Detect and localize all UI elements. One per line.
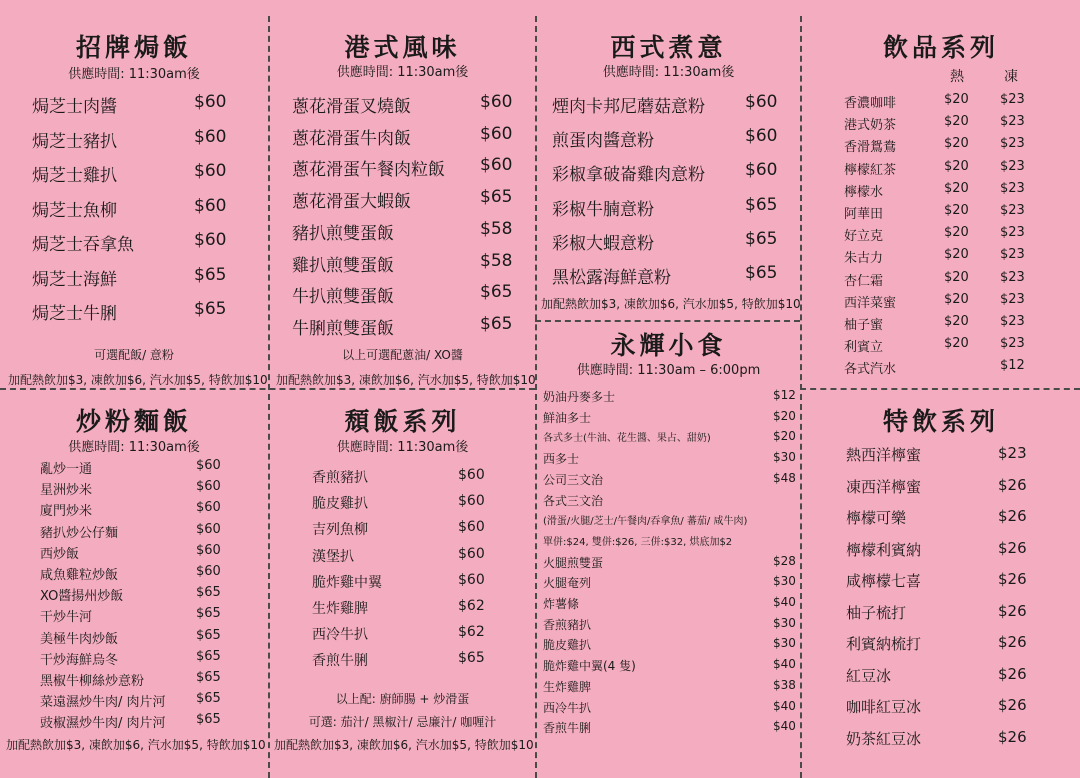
item-name: 西冷牛扒 <box>312 627 368 644</box>
item-name: 牛脷煎雙蛋飯 <box>292 318 394 339</box>
item-price-hot: $20 <box>944 114 969 130</box>
section-drinks <box>802 0 1080 388</box>
item-price: $62 <box>458 598 485 614</box>
item-name: 公司三文治 <box>543 472 604 487</box>
item-name: 豬扒炒公仔麵 <box>40 525 119 541</box>
service-hours: 供應時間: 11:30am後 <box>336 440 469 455</box>
item-price: $65 <box>745 228 778 249</box>
item-name: 豬扒煎雙蛋飯 <box>292 223 394 244</box>
cold-label: 凍 <box>1004 69 1018 85</box>
item-name: 黑椒牛柳絲炒意粉 <box>40 674 145 689</box>
item-name: 焗芝士牛脷 <box>32 304 117 324</box>
item-name: 檸檬紅茶 <box>844 162 897 178</box>
item-name: 焗芝士魚柳 <box>32 200 117 221</box>
item-name: 紅豆冰 <box>846 666 892 685</box>
item-name: 星洲炒米 <box>40 483 93 499</box>
item-name: 凍西洋檸蜜 <box>846 477 922 496</box>
item-name: 咖啡紅豆冰 <box>846 698 922 716</box>
item-name: 阿華田 <box>844 207 884 222</box>
item-price: $65 <box>480 187 513 208</box>
item-name: 牛扒煎雙蛋飯 <box>292 287 394 308</box>
item-name: 雞扒煎雙蛋飯 <box>292 255 394 276</box>
item-price: $58 <box>480 218 513 239</box>
item-name: 咸檸檬七喜 <box>846 572 922 590</box>
item-price: $28 <box>773 553 796 568</box>
item-name: 焗芝士吞拿魚 <box>32 235 134 255</box>
item-name: 好立克 <box>844 229 884 245</box>
item-price: $60 <box>458 545 485 562</box>
item-price-hot: $20 <box>944 269 969 285</box>
item-name: 檸檬水 <box>844 184 884 200</box>
section-plates <box>270 390 535 778</box>
menu-footer: 加配熱飲加$3, 凍飲加$6, 汽水加$5, 特飲加$10 <box>6 738 266 752</box>
item-price: $58 <box>480 250 513 271</box>
item-name: 各式汽水 <box>844 362 897 378</box>
menu-note: 以上可選配蔥油/ XO醬 <box>342 348 463 362</box>
item-name: 脆炸雞中翼(4 隻) <box>543 659 636 674</box>
item-name: 脆皮雞扒 <box>312 496 368 513</box>
item-name: 檸檬利賓納 <box>846 540 922 559</box>
item-price: $30 <box>773 636 796 651</box>
item-name: 彩椒拿破崙雞肉意粉 <box>552 165 705 186</box>
item-price: $65 <box>196 670 221 685</box>
section-fried-noodles-rice <box>0 390 268 778</box>
service-hours: 供應時間: 11:30am – 6:00pm <box>576 363 761 378</box>
item-price-cold: $23 <box>1000 225 1025 241</box>
item-price: $60 <box>458 467 485 483</box>
item-name: 火腿奄列 <box>543 576 592 591</box>
item-name: 豉椒濕炒牛肉/ 肉片河 <box>40 716 166 732</box>
item-name: 蔥花滑蛋午餐肉粒飯 <box>292 160 445 181</box>
item-price: $60 <box>458 519 485 536</box>
item-price: $60 <box>194 126 227 147</box>
section-western <box>537 0 800 320</box>
item-name: 煎蛋肉醬意粉 <box>552 131 654 152</box>
item-name: 火腿煎雙蛋 <box>543 555 604 570</box>
item-price: $60 <box>194 195 227 216</box>
item-name: 利賓立 <box>844 340 884 356</box>
section-title: 招牌焗飯 <box>75 33 192 62</box>
item-name: 奶油丹麥多士 <box>543 390 616 404</box>
item-price: $60 <box>745 92 778 112</box>
item-price: $48 <box>773 470 796 485</box>
item-price: $62 <box>458 624 485 641</box>
section-snacks <box>537 322 800 778</box>
item-name: 生炸雞脾 <box>543 679 592 694</box>
item-price: $60 <box>480 123 513 144</box>
item-price: $60 <box>196 521 221 537</box>
item-price-hot: $20 <box>944 136 969 152</box>
item-name: 蔥花滑蛋牛肉飯 <box>292 128 411 149</box>
item-price: $20 <box>773 429 796 444</box>
item-price: $65 <box>480 313 513 334</box>
item-name: 杏仁霜 <box>844 273 884 289</box>
item-name: 香濃咖啡 <box>844 96 897 111</box>
item-price-cold: $23 <box>1000 158 1025 174</box>
item-name: 各式三文治 <box>543 493 604 508</box>
item-price: $26 <box>998 475 1027 494</box>
item-price: $60 <box>458 493 485 510</box>
item-price-cold: $23 <box>1000 180 1025 196</box>
item-price: $30 <box>773 615 796 630</box>
item-name: 焗芝士肉醬 <box>32 97 117 117</box>
item-name: 鮮油多士 <box>543 410 592 425</box>
item-price-cold: $23 <box>1000 314 1025 329</box>
item-name: 咸魚雞粒炒飯 <box>40 568 119 583</box>
menu-footer: 加配熱飲加$3, 凍飲加$6, 汽水加$5, 特飲加$10 <box>8 373 268 387</box>
item-name: 菜遠濕炒牛肉/ 肉片河 <box>40 695 166 711</box>
item-price-hot: $20 <box>944 314 969 329</box>
item-name: 焗芝士雞扒 <box>32 166 117 186</box>
item-price: $65 <box>196 585 221 601</box>
item-price-cold: $23 <box>1000 291 1025 307</box>
section-title: 永輝小食 <box>610 331 727 360</box>
item-name: 港式奶茶 <box>844 118 897 134</box>
item-price: $30 <box>773 450 796 465</box>
service-hours: 供應時間: 11:30am後 <box>68 440 200 455</box>
item-price: $26 <box>998 507 1027 525</box>
item-name: 蔥花滑蛋大蝦飯 <box>292 192 411 213</box>
item-price: $40 <box>773 657 796 672</box>
item-price-hot: $20 <box>944 291 969 307</box>
item-price: $38 <box>773 677 796 692</box>
item-name: 香煎牛脷 <box>543 721 592 736</box>
section-baked-rice <box>0 0 268 388</box>
section-title: 港式風味 <box>344 33 461 62</box>
item-price: $60 <box>458 571 485 588</box>
item-price: $65 <box>196 606 221 622</box>
item-price: $26 <box>998 601 1027 620</box>
item-name: 西炒飯 <box>40 546 80 562</box>
item-price: $60 <box>196 564 221 579</box>
item-price: $26 <box>998 664 1027 683</box>
item-price-cold: $12 <box>1000 358 1025 374</box>
item-name: 奶茶紅豆冰 <box>846 729 922 748</box>
section-title: 頹飯系列 <box>344 407 461 436</box>
item-name: 西洋菜蜜 <box>844 295 897 311</box>
item-price: $65 <box>196 712 221 728</box>
item-price-hot: $20 <box>944 336 969 352</box>
item-price: $60 <box>196 479 221 495</box>
item-price: $65 <box>745 194 778 215</box>
item-name: 彩椒大蝦意粉 <box>552 233 654 254</box>
item-price-hot: $20 <box>944 92 969 107</box>
item-name: 脆皮雞扒 <box>543 638 592 653</box>
item-name: 吉列魚柳 <box>312 522 368 539</box>
item-name: 亂炒一通 <box>40 462 93 477</box>
item-name: 黑松露海鮮意粉 <box>552 268 671 288</box>
item-price: $65 <box>480 282 513 303</box>
item-price: $65 <box>196 691 221 707</box>
item-price-cold: $23 <box>1000 269 1025 285</box>
item-name: 香煎豬扒 <box>543 617 592 632</box>
menu-footer: 加配熱飲加$3, 凍飲加$6, 汽水加$5, 特飲加$10 <box>274 738 534 752</box>
item-name: 檸檬可樂 <box>846 509 907 527</box>
item-price: $65 <box>458 650 485 667</box>
item-price: $60 <box>194 230 227 250</box>
item-price: $60 <box>196 500 221 516</box>
item-price: $60 <box>194 92 227 112</box>
item-price: $30 <box>773 574 796 589</box>
service-hours: 供應時間: 11:30am後 <box>336 65 469 80</box>
item-price-hot: $20 <box>944 247 969 263</box>
item-name: 脆炸雞中翼 <box>312 574 382 591</box>
item-name: 生炸雞脾 <box>312 601 368 617</box>
section-title: 炒粉麵飯 <box>75 407 192 436</box>
section-hk-style <box>270 0 535 388</box>
item-price-hot: $20 <box>944 158 969 174</box>
item-price: $60 <box>196 542 221 558</box>
item-name: XO醬揚州炒飯 <box>40 589 124 605</box>
section-title: 特飲系列 <box>882 407 999 436</box>
item-name: 廈門炒米 <box>40 504 93 520</box>
item-price-cold: $23 <box>1000 203 1025 218</box>
item-price: $23 <box>998 444 1027 462</box>
item-name: 焗芝士海鮮 <box>32 269 117 290</box>
item-price-cold: $23 <box>1000 136 1025 152</box>
item-name: 西多士 <box>543 452 580 467</box>
menu-footer: 加配熱飲加$3, 凍飲加$6, 汽水加$5, 特飲加$10 <box>276 373 536 387</box>
item-price: $40 <box>773 698 796 713</box>
item-price-cold: $23 <box>1000 114 1025 130</box>
service-hours: 供應時間: 11:30am後 <box>68 67 200 82</box>
item-price: $26 <box>998 727 1027 746</box>
item-name: 單併:$24, 雙併:$26, 三併:$32, 烘底加$2 <box>543 536 733 548</box>
item-name: 柚子蜜 <box>844 318 884 333</box>
section-special-drinks <box>802 390 1080 778</box>
item-price: $26 <box>998 570 1027 588</box>
item-name: 炸薯條 <box>543 597 580 611</box>
item-price: $40 <box>773 595 796 609</box>
item-price-cold: $23 <box>1000 336 1025 352</box>
item-price: $60 <box>194 161 227 181</box>
section-title: 西式煮意 <box>610 33 727 62</box>
item-name: 各式多士(牛油、花生醬、果占、甜奶) <box>543 433 711 445</box>
item-price: $26 <box>998 633 1027 651</box>
item-price: $12 <box>773 388 796 402</box>
item-name: 干炒牛河 <box>40 610 93 626</box>
item-price: $20 <box>773 408 796 423</box>
item-price-cold: $23 <box>1000 92 1025 107</box>
item-name: 柚子梳打 <box>846 603 907 622</box>
menu-footer: 加配熱飲加$3, 凍飲加$6, 汽水加$5, 特飲加$10 <box>541 297 801 311</box>
item-price: $60 <box>196 458 221 473</box>
item-price: $60 <box>745 160 778 181</box>
item-name: 美極牛肉炒飯 <box>40 631 119 647</box>
item-price: $65 <box>196 648 221 664</box>
section-title: 飲品系列 <box>882 33 999 62</box>
item-name: 利賓納梳打 <box>846 635 922 653</box>
item-price: $60 <box>745 126 778 147</box>
item-name: 煙肉卡邦尼蘑菇意粉 <box>552 97 705 117</box>
item-name: 熱西洋檸蜜 <box>846 446 922 464</box>
item-price: $65 <box>196 627 221 643</box>
item-name: 朱古力 <box>844 251 884 267</box>
service-hours: 供應時間: 11:30am後 <box>602 65 735 80</box>
item-price: $60 <box>480 92 513 112</box>
menu-note: 以上配: 廚師腸 + 炒滑蛋 <box>335 692 470 706</box>
item-price-hot: $20 <box>944 180 969 196</box>
item-price: $65 <box>194 299 227 319</box>
item-name: 漢堡扒 <box>312 548 354 565</box>
item-price: $26 <box>998 538 1027 557</box>
item-name: 蔥花滑蛋叉燒飯 <box>292 97 411 117</box>
item-name: 彩椒牛腩意粉 <box>552 199 654 220</box>
hot-label: 熱 <box>950 69 964 85</box>
item-price-hot: $20 <box>944 203 969 218</box>
item-price-hot: $20 <box>944 225 969 241</box>
item-price: $60 <box>480 155 513 176</box>
menu-note: 可選: 茄汁/ 黑椒汁/ 忌廉汁/ 咖喱汁 <box>308 715 497 729</box>
item-name: 香煎牛脷 <box>312 653 368 670</box>
item-price: $65 <box>194 264 227 285</box>
item-name: 焗芝士豬扒 <box>32 131 117 152</box>
menu-note: 可選配飯/ 意粉 <box>94 348 174 362</box>
item-name: 香煎豬扒 <box>312 470 368 486</box>
item-name: 西冷牛扒 <box>543 700 592 715</box>
item-price: $40 <box>773 719 796 734</box>
item-price-cold: $23 <box>1000 247 1025 263</box>
item-price: $65 <box>745 263 778 283</box>
item-price: $26 <box>998 696 1027 714</box>
item-name: 干炒海鮮烏冬 <box>40 652 119 668</box>
item-name: (滑蛋/火腿/芝士/午餐肉/吞拿魚/ 蕃茄/ 咸牛肉) <box>543 516 748 528</box>
item-name: 香滑鴛鴦 <box>844 140 897 156</box>
